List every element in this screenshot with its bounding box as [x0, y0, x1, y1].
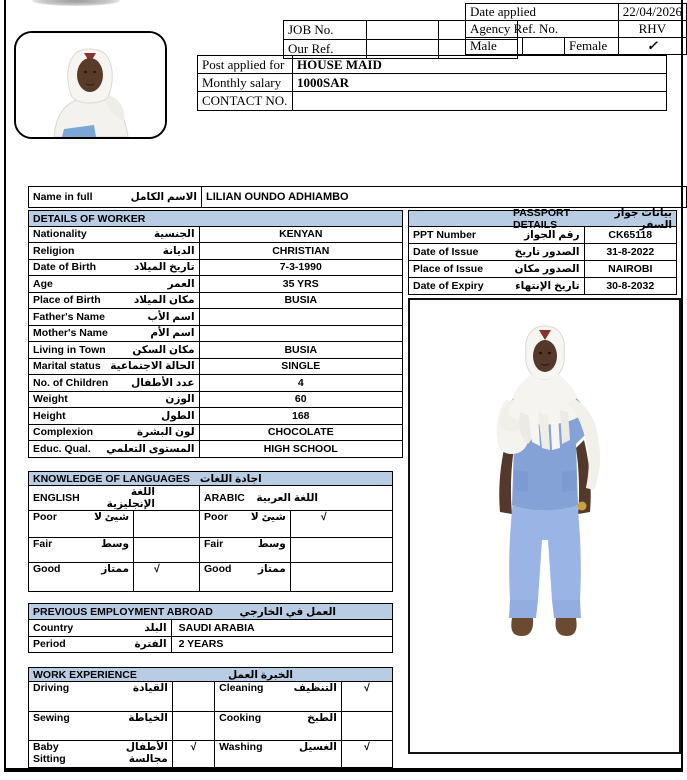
details-label-en: Living in Town	[33, 343, 106, 356]
fullbody-illustration	[410, 300, 679, 752]
details-value	[199, 325, 402, 342]
details-label-ar: لون البشرة	[136, 426, 195, 439]
period-value: 2 YEARS	[171, 636, 392, 652]
male-check-cell	[522, 38, 564, 55]
arabic-good-check	[290, 562, 392, 591]
lang-level-label: Fair	[204, 537, 224, 550]
our-ref-label: Our Ref.	[284, 40, 367, 59]
experience-header-bar	[28, 667, 393, 682]
details-value: 35 YRS	[199, 276, 402, 293]
skill-label-ar: القيادة	[132, 681, 168, 694]
lang-level-label: Poor	[204, 510, 228, 523]
skill-label-ar: الخياطة	[128, 711, 168, 724]
details-header-bar	[28, 210, 403, 227]
details-label-ar: عدد الأطفال	[131, 376, 195, 389]
name-label-ar: الاسم الكامل	[130, 191, 198, 203]
passport-label-ar: الصدور مكان	[514, 262, 580, 275]
details-value: BUSIA	[199, 342, 402, 359]
details-label-ar: الديانة	[162, 244, 195, 257]
page-border-bottom	[4, 768, 683, 772]
previous-employment-section	[28, 603, 393, 653]
details-label-ar: المستوى التعلمي	[106, 442, 195, 455]
english-good-check: √	[134, 562, 200, 591]
cooking-check	[341, 711, 392, 740]
english-column-label-ar: اللغة الإنجليزية	[106, 485, 156, 510]
post-applied-table	[197, 55, 667, 111]
details-value: HIGH SCHOOL	[199, 441, 402, 458]
details-of-worker-section	[28, 210, 403, 458]
arabic-column-label: ARABIC	[204, 491, 245, 504]
details-label-ar: مكان السكن	[132, 343, 195, 356]
details-label-ar: الجنسية	[153, 228, 195, 241]
experience-header-title-ar: الخبرة العمل	[228, 668, 293, 681]
details-label-ar: اسم الأم	[150, 327, 195, 340]
details-label-en: Place of Birth	[33, 294, 101, 307]
details-label-en: Educ. Qual.	[33, 442, 91, 455]
passport-value: 30-8-2032	[584, 277, 676, 294]
details-value: CHOCOLATE	[199, 424, 402, 441]
job-no-label: JOB No.	[284, 21, 367, 40]
details-label-ar: الحالة الاجتماعية	[110, 360, 195, 373]
post-applied-value: HOUSE MAID	[293, 56, 667, 74]
lang-level-label: Fair	[33, 537, 53, 550]
details-label-en: Date of Birth	[33, 261, 96, 274]
details-label-ar: مكان الميلاد	[133, 294, 195, 307]
passport-label-en: PPT Number	[413, 228, 477, 241]
languages-header-title: KNOWLEDGE OF LANGUAGES	[33, 472, 190, 485]
languages-header-bar	[28, 471, 393, 486]
work-experience-section	[28, 667, 393, 768]
period-label-ar: الفترة	[134, 638, 167, 650]
languages-table	[28, 485, 393, 592]
details-label-en: Age	[33, 277, 53, 290]
agency-ref-value: RHV	[618, 21, 686, 38]
languages-section	[28, 471, 393, 592]
country-value: SAUDI ARABIA	[171, 619, 392, 636]
details-header-title: DETAILS OF WORKER	[33, 212, 146, 225]
details-table	[28, 226, 403, 458]
lang-level-label-ar: شيئ لا	[250, 510, 286, 523]
details-label-en: Complexion	[33, 426, 94, 439]
passport-value: CK65118	[584, 226, 676, 243]
details-value	[199, 309, 402, 326]
details-label-en: No. of Children	[33, 376, 109, 389]
english-fair-check	[134, 537, 200, 562]
washing-check: √	[341, 740, 392, 767]
skill-label: Washing	[219, 740, 263, 753]
driving-check	[172, 681, 214, 711]
details-value: CHRISTIAN	[199, 243, 402, 260]
lang-level-label-ar: ممتاز	[101, 562, 130, 575]
agency-ref-label: Agency Ref. No.	[466, 21, 619, 38]
lang-level-label: Good	[33, 562, 61, 575]
skill-label-ar: الغسيل	[298, 740, 337, 753]
date-applied-value: 22/04/2026	[618, 4, 686, 21]
name-label-en: Name in full	[33, 191, 93, 203]
cleaning-check: √	[341, 681, 392, 711]
date-applied-label: Date applied	[466, 4, 619, 21]
details-value: KENYAN	[199, 226, 402, 243]
skill-label-ar: الأطفال مجالسة	[125, 740, 168, 765]
page-border-left	[4, 0, 6, 771]
passport-table	[408, 226, 677, 295]
english-poor-check	[134, 510, 200, 537]
passport-value: NAIROBI	[584, 260, 676, 277]
contact-no-value	[293, 92, 667, 111]
details-label-en: Nationality	[33, 228, 87, 241]
employment-header-title: PREVIOUS EMPLOYMENT ABROAD	[33, 605, 213, 618]
country-label-ar: البلد	[144, 621, 167, 634]
passport-header-title: PASSPORT DETAILS	[513, 206, 570, 231]
skill-label: Driving	[33, 681, 70, 694]
lang-level-label-ar: شيئ لا	[94, 510, 130, 523]
details-value: 4	[199, 375, 402, 392]
post-applied-label: Post applied for	[198, 56, 293, 74]
passport-header-bar	[408, 206, 677, 231]
languages-header-title-ar: اجادة اللغات	[199, 472, 262, 485]
details-label-ar: تاريخ الميلاد	[133, 261, 195, 274]
details-label-en: Father's Name	[33, 310, 105, 323]
country-label: Country	[33, 621, 74, 634]
lang-level-label: Good	[204, 562, 232, 575]
details-value: 7-3-1990	[199, 259, 402, 276]
lang-level-label-ar: وسط	[100, 537, 130, 550]
sewing-check	[172, 711, 214, 740]
male-label: Male	[466, 38, 523, 55]
applicant-fullbody-photo	[408, 298, 681, 754]
date-applied-table	[465, 3, 687, 55]
details-value: SINGLE	[199, 358, 402, 375]
lang-level-label-ar: ممتاز	[257, 562, 286, 575]
passport-label-ar: الصدور تاريخ	[514, 245, 580, 258]
passport-label-en: Place of Issue	[413, 262, 484, 275]
passport-label-en: Date of Expiry	[413, 279, 484, 292]
skill-label: Sewing	[33, 711, 70, 724]
period-label: Period	[33, 638, 66, 650]
job-no-value	[367, 21, 439, 40]
experience-table	[28, 681, 393, 768]
monthly-salary-value: 1000SAR	[293, 74, 667, 92]
employment-table	[28, 619, 393, 653]
name-value: LILIAN OUNDO ADHIAMBO	[202, 187, 687, 208]
employment-header-title-ar: العمل في الخارجي	[239, 605, 336, 618]
passport-label-en: Date of Issue	[413, 245, 479, 258]
details-value: BUSIA	[199, 292, 402, 309]
female-label: Female	[565, 38, 619, 55]
arabic-column-label-ar: اللغة العربية	[256, 491, 318, 504]
passport-label-ar: رقم الجواز	[524, 228, 580, 241]
female-check-cell: ✓	[618, 38, 686, 55]
page-border-right	[681, 0, 683, 771]
skill-label: Baby Sitting	[33, 740, 66, 765]
skill-label: Cooking	[219, 711, 262, 724]
agency-logo-remnant	[32, 0, 120, 6]
arabic-poor-check: √	[290, 510, 392, 537]
portrait-illustration	[16, 33, 165, 137]
skill-label-ar: الطبخ	[307, 711, 337, 724]
passport-label-ar: تاريخ الإنتهاء	[515, 279, 580, 292]
passport-details-section	[408, 206, 677, 295]
details-label-en: Marital status	[33, 360, 101, 373]
monthly-salary-label: Monthly salary	[198, 74, 293, 92]
details-label-ar: الوزن	[165, 393, 195, 406]
contact-no-label: CONTACT NO.	[198, 92, 293, 111]
english-column-label: ENGLISH	[33, 491, 80, 504]
details-label-en: Mother's Name	[33, 327, 108, 340]
name-row	[28, 186, 687, 208]
details-label-en: Religion	[33, 244, 75, 257]
arabic-fair-check	[290, 537, 392, 562]
passport-value: 31-8-2022	[584, 243, 676, 260]
details-label-en: Height	[33, 409, 66, 422]
lang-level-label: Poor	[33, 510, 57, 523]
details-label-ar: الطول	[161, 409, 195, 422]
lang-level-label-ar: وسط	[257, 537, 286, 550]
details-label-ar: اسم الأب	[147, 310, 195, 323]
applicant-portrait-photo	[14, 31, 167, 139]
employment-header-bar	[28, 603, 393, 620]
skill-label-ar: التنظيف	[293, 681, 337, 694]
details-label-ar: العمر	[167, 277, 195, 290]
baby-sitting-check: √	[172, 740, 214, 767]
details-value: 60	[199, 391, 402, 408]
experience-header-title: WORK EXPERIENCE	[33, 668, 137, 681]
details-value: 168	[199, 408, 402, 425]
skill-label: Cleaning	[219, 681, 264, 694]
details-label-en: Weight	[33, 393, 68, 406]
passport-header-title-ar: بيانات جواز السفر	[614, 206, 672, 231]
